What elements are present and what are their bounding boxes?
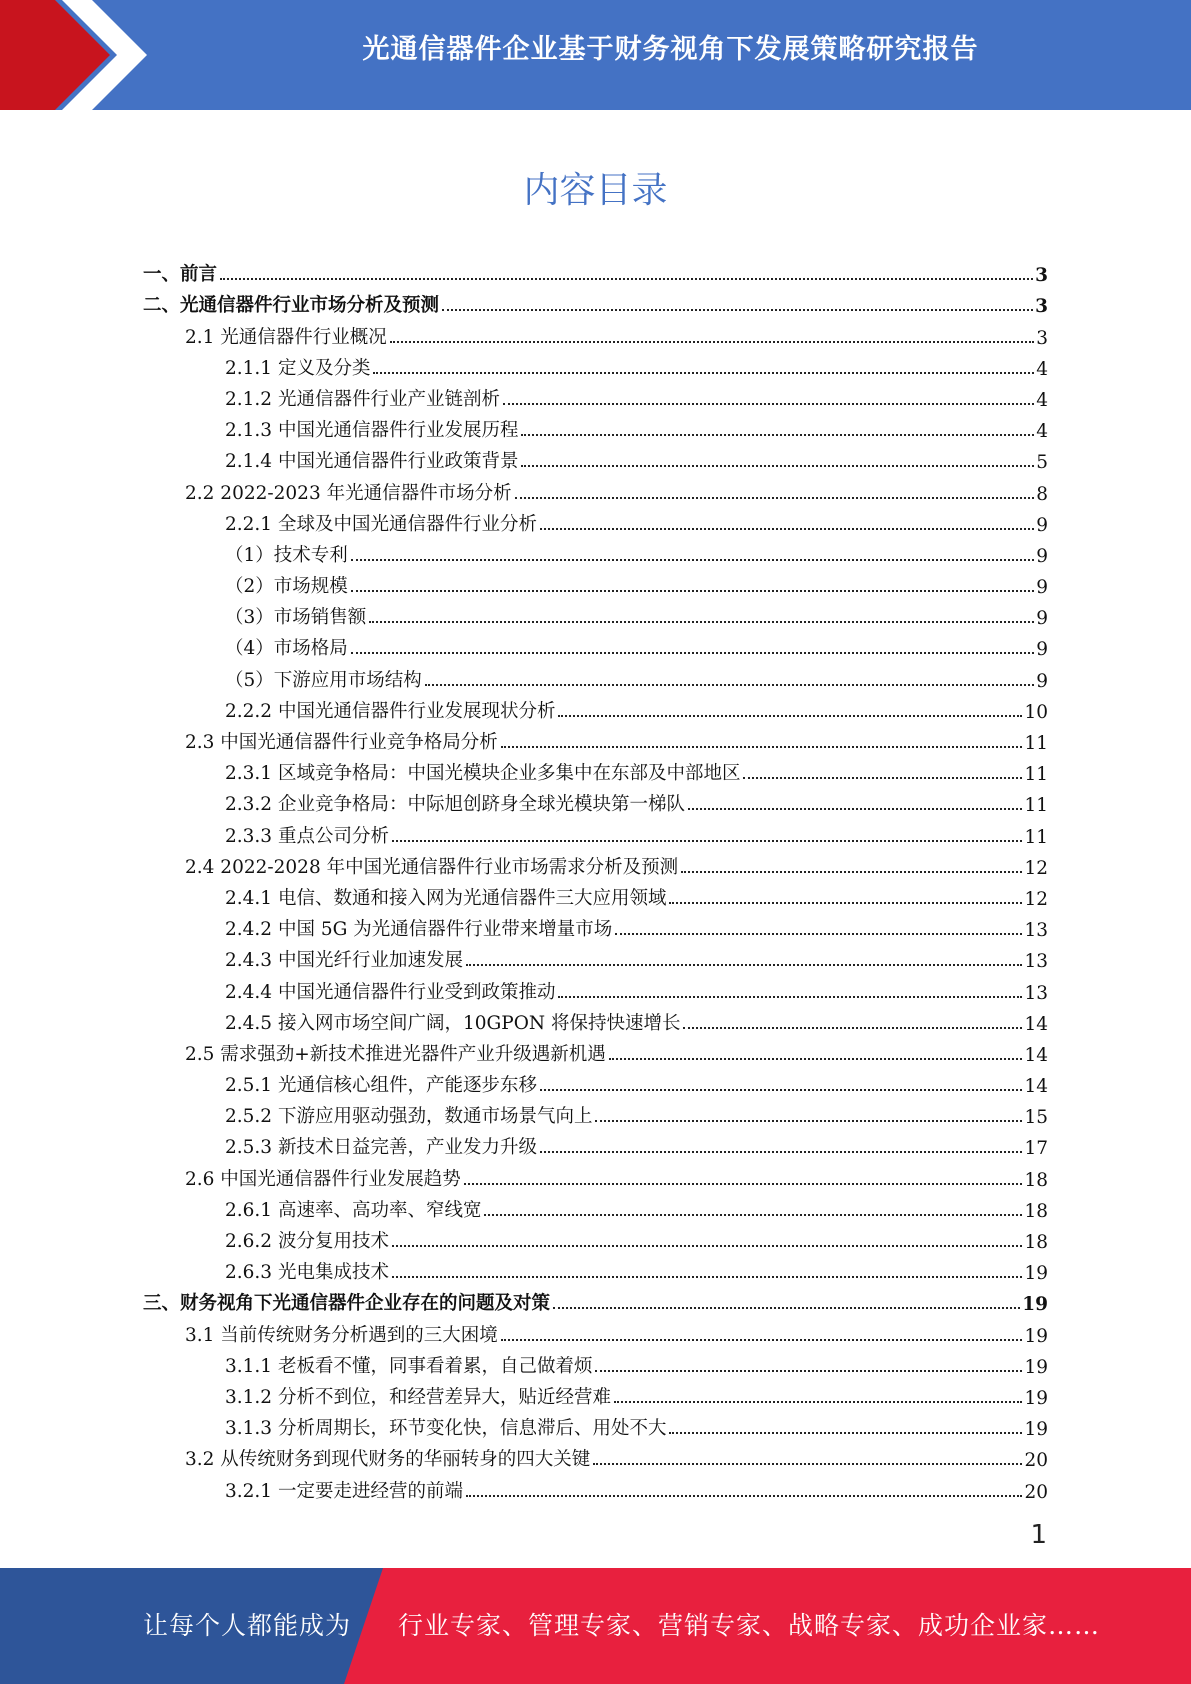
toc-entry[interactable]	[143, 317, 1048, 348]
toc-entry-title: 一、前言	[143, 264, 218, 286]
toc-entry-page: 3	[1035, 265, 1048, 287]
dot-leader	[351, 559, 1034, 561]
toc-entry[interactable]	[143, 629, 1048, 660]
toc-entry-page: 19	[1024, 1387, 1048, 1409]
toc-entry-page: 14	[1024, 1044, 1048, 1066]
toc-entry[interactable]	[143, 473, 1048, 504]
toc-heading: 内容目录	[523, 170, 668, 211]
toc-entry-title: 2.1.3 中国光通信器件行业发展历程	[225, 420, 519, 442]
toc-entry-page: 10	[1024, 701, 1048, 723]
dot-leader	[484, 1214, 1022, 1216]
toc-entry-page: 13	[1024, 920, 1048, 942]
toc-entry-page: 3	[1035, 296, 1048, 318]
toc-entry-title: 2.2.2 中国光通信器件行业发展现状分析	[225, 700, 556, 722]
toc-entry-title: 2.2 2022-2023 年光通信器件市场分析	[185, 482, 512, 504]
toc-entry[interactable]	[143, 598, 1048, 629]
toc-entry-title: 2.5.1 光通信核心组件，产能逐步东移	[225, 1075, 537, 1097]
toc-entry[interactable]	[143, 505, 1048, 536]
toc-entry[interactable]	[143, 1409, 1048, 1440]
toc-entry-page: 4	[1036, 389, 1048, 411]
dot-leader	[442, 309, 1033, 311]
toc-entry-page: 19	[1024, 1356, 1048, 1378]
toc-entry-title: 2.3 中国光通信器件行业竞争格局分析	[185, 732, 498, 753]
toc-entry-title: 2.4.4 中国光通信器件行业受到政策推动	[225, 981, 556, 1003]
dot-leader	[683, 1027, 1022, 1029]
toc-entry-page: 11	[1024, 733, 1048, 754]
toc-entry-title: 2.3.2 企业竞争格局：中际旭创跻身全球光模块第一梯队	[225, 794, 685, 816]
dot-leader	[466, 964, 1022, 966]
dot-leader	[669, 902, 1022, 904]
toc-entry-title: 2.3.3 重点公司分析	[225, 825, 389, 847]
toc-entry-title: 2.5.2 下游应用驱动强劲，数通市场景气向上	[225, 1106, 593, 1128]
toc-entry-title: 2.6 中国光通信器件行业发展趋势	[185, 1168, 461, 1190]
footer-slogan-left: 让每个人都能成为	[143, 1611, 352, 1640]
report-title: 光通信器件企业基于财务视角下发展策略研究报告	[362, 34, 979, 65]
toc-entry-page: 14	[1024, 1013, 1048, 1035]
dot-leader	[688, 808, 1022, 810]
dot-leader	[373, 372, 1034, 374]
toc-entry-title: 2.5.3 新技术日益完善，产业发力升级	[225, 1137, 537, 1159]
toc-entry[interactable]	[143, 349, 1048, 380]
toc-entry-title: 2.4.3 中国光纤行业加速发展	[225, 950, 463, 972]
dot-leader	[558, 996, 1022, 998]
toc-entry-title: 三、财务视角下光通信器件企业存在的问题及对策	[143, 1293, 551, 1315]
dot-leader	[392, 1276, 1022, 1278]
toc-entry-page: 20	[1024, 1450, 1048, 1472]
toc-entry-title: 3.1.2 分析不到位，和经营差异大，贴近经营难	[225, 1386, 611, 1408]
toc-entry-page: 9	[1036, 514, 1048, 536]
toc-entry[interactable]	[143, 1471, 1048, 1502]
toc-entry[interactable]	[143, 1128, 1048, 1159]
toc-entry-page: 9	[1036, 670, 1048, 692]
dot-leader	[503, 403, 1034, 405]
toc-entry[interactable]	[143, 941, 1048, 972]
toc-entry-page: 5	[1036, 452, 1048, 474]
toc-entry[interactable]	[143, 286, 1048, 317]
toc-entry[interactable]	[143, 380, 1048, 411]
dot-leader	[540, 1151, 1022, 1153]
dot-leader	[425, 684, 1034, 686]
toc-entry[interactable]	[143, 1191, 1048, 1222]
toc-entry-page: 3	[1036, 327, 1048, 349]
dot-leader	[466, 1495, 1022, 1497]
toc-entry-page: 12	[1024, 857, 1048, 879]
toc-entry-page: 9	[1036, 639, 1048, 661]
toc-entry-title: 2.4.1 电信、数通和接入网为光通信器件三大应用领域	[225, 887, 667, 909]
page-number: 1	[1030, 1520, 1047, 1550]
toc-entry[interactable]	[143, 692, 1048, 723]
toc-entry[interactable]	[143, 1159, 1048, 1190]
toc-entry-page: 4	[1036, 421, 1048, 443]
toc-entry-title: 2.4.5 接入网市场空间广阔，10GPON 将保持快速增长	[225, 1012, 681, 1034]
toc-entry[interactable]	[143, 255, 1048, 286]
dot-leader	[540, 528, 1034, 530]
toc-entry[interactable]	[143, 754, 1048, 785]
toc-entry-title: 2.1.1 定义及分类	[225, 357, 371, 379]
toc-entry-title: 二、光通信器件行业市场分析及预测	[143, 295, 440, 317]
toc-entry-title: 2.6.1 高速率、高功率、窄线宽	[225, 1199, 482, 1221]
toc-entry-title: （5）下游应用市场结构	[225, 669, 422, 691]
dot-leader	[351, 590, 1034, 592]
dot-leader	[614, 1401, 1022, 1403]
dot-leader	[553, 1307, 1020, 1309]
dot-leader	[392, 1245, 1022, 1247]
toc-entry-title: 2.1.2 光通信器件行业产业链剖析	[225, 388, 500, 410]
dot-leader	[615, 933, 1022, 935]
dot-leader	[392, 840, 1022, 842]
toc-entry-page: 19	[1022, 1294, 1048, 1316]
toc-entry[interactable]	[143, 785, 1048, 816]
toc-entry[interactable]	[143, 1222, 1048, 1253]
toc-entry-page: 11	[1024, 764, 1048, 786]
toc-entry-page: 4	[1036, 358, 1048, 380]
toc-entry-page: 18	[1024, 1232, 1048, 1253]
toc-entry-title: 3.1.3 分析周期长，环节变化快，信息滞后、用处不大	[225, 1418, 667, 1440]
dot-leader	[521, 434, 1034, 436]
toc-entry[interactable]	[143, 1284, 1048, 1315]
toc-entry-title: （3）市场销售额	[225, 607, 367, 629]
dot-leader	[595, 1370, 1022, 1372]
toc-entry-page: 9	[1036, 577, 1048, 599]
toc-entry-page: 11	[1024, 826, 1048, 848]
toc-entry[interactable]	[143, 1378, 1048, 1409]
toc-entry-title: 2.1 光通信器件行业概况	[185, 326, 387, 348]
toc-entry-title: 2.4.2 中国 5G 为光通信器件行业带来增量市场	[225, 919, 613, 941]
toc-entry-title: 2.4 2022-2028 年中国光通信器件行业市场需求分析及预测	[185, 856, 679, 878]
toc-entry-title: 2.2.1 全球及中国光通信器件行业分析	[225, 513, 537, 535]
dot-leader	[369, 621, 1034, 623]
toc-entry[interactable]	[143, 816, 1048, 847]
toc-entry[interactable]	[143, 972, 1048, 1003]
toc-entry[interactable]	[143, 879, 1048, 910]
toc-entry-page: 15	[1024, 1107, 1048, 1129]
toc-entry-page: 17	[1024, 1138, 1048, 1160]
toc-entry-page: 11	[1024, 795, 1048, 817]
toc-entry-title: 3.2.1 一定要走进经营的前端	[225, 1480, 463, 1502]
toc-entry[interactable]	[143, 910, 1048, 941]
toc-entry[interactable]	[143, 411, 1048, 442]
dot-leader	[743, 777, 1022, 779]
toc-entry[interactable]	[143, 1253, 1048, 1284]
toc-entry-page: 18	[1024, 1200, 1048, 1222]
dot-leader	[501, 746, 1023, 748]
toc-entry-title: （1）技术专利	[225, 544, 348, 566]
toc-entry-page: 18	[1024, 1169, 1048, 1191]
toc-entry-title: 2.3.1 区域竞争格局：中国光模块企业多集中在东部及中部地区	[225, 763, 741, 785]
dot-leader	[540, 1089, 1022, 1091]
toc-entry[interactable]	[143, 1097, 1048, 1128]
toc-entry-title: 3.2 从传统财务到现代财务的华丽转身的四大关键	[185, 1449, 591, 1471]
dot-leader	[464, 1183, 1023, 1185]
toc-entry[interactable]	[143, 1004, 1048, 1035]
dot-leader	[609, 1058, 1023, 1060]
dot-leader	[390, 341, 1034, 343]
toc-entry[interactable]	[143, 1066, 1048, 1097]
toc-entry-page: 19	[1024, 1325, 1048, 1347]
toc-entry[interactable]	[143, 723, 1048, 754]
toc-entry-title: 3.1.1 老板看不懂，同事看着累，自己做着烦	[225, 1355, 593, 1377]
dot-leader	[351, 652, 1034, 654]
dot-leader	[515, 497, 1035, 499]
toc-entry[interactable]	[143, 660, 1048, 691]
toc-entry-title: 3.1 当前传统财务分析遇到的三大困境	[185, 1324, 498, 1346]
toc-entry-page: 14	[1024, 1076, 1048, 1098]
toc-entry-page: 9	[1036, 545, 1048, 567]
toc-entry-title: 2.6.2 波分复用技术	[225, 1231, 389, 1252]
footer-slogan-right: 行业专家、管理专家、营销专家、战略专家、成功企业家……	[398, 1611, 1101, 1640]
toc-entry-title: 2.1.4 中国光通信器件行业政策背景	[225, 451, 519, 473]
dot-leader	[669, 1432, 1022, 1434]
toc-entry[interactable]	[143, 1440, 1048, 1471]
toc-entry-title: （4）市场格局	[225, 638, 348, 660]
dot-leader	[220, 278, 1033, 280]
header-banner	[0, 0, 1191, 110]
toc-entry-page: 19	[1024, 1419, 1048, 1441]
dot-leader	[501, 1339, 1023, 1341]
chevron-decoration	[0, 0, 160, 110]
toc-entry[interactable]	[143, 442, 1048, 473]
toc-entry[interactable]	[143, 848, 1048, 879]
dot-leader	[558, 715, 1022, 717]
toc-entry-title: （2）市场规模	[225, 576, 348, 598]
table-of-contents	[143, 255, 1048, 1503]
footer-banner	[0, 1568, 1191, 1684]
dot-leader	[595, 1120, 1022, 1122]
toc-entry[interactable]	[143, 1315, 1048, 1346]
dot-leader	[681, 871, 1022, 873]
toc-entry-page: 19	[1024, 1263, 1048, 1285]
toc-entry[interactable]	[143, 536, 1048, 567]
dot-leader	[593, 1463, 1022, 1465]
toc-entry-page: 20	[1024, 1481, 1048, 1503]
toc-entry-page: 13	[1024, 951, 1048, 973]
toc-entry-page: 8	[1036, 483, 1048, 505]
toc-entry-page: 9	[1036, 608, 1048, 630]
toc-entry-title: 2.5 需求强劲+新技术推进光器件产业升级遇新机遇	[185, 1043, 606, 1065]
toc-entry-page: 13	[1024, 982, 1048, 1004]
toc-entry[interactable]	[143, 567, 1048, 598]
toc-entry[interactable]	[143, 1347, 1048, 1378]
toc-entry[interactable]	[143, 1035, 1048, 1066]
toc-entry-page: 12	[1024, 888, 1048, 910]
dot-leader	[521, 465, 1034, 467]
toc-entry-title: 2.6.3 光电集成技术	[225, 1262, 389, 1284]
